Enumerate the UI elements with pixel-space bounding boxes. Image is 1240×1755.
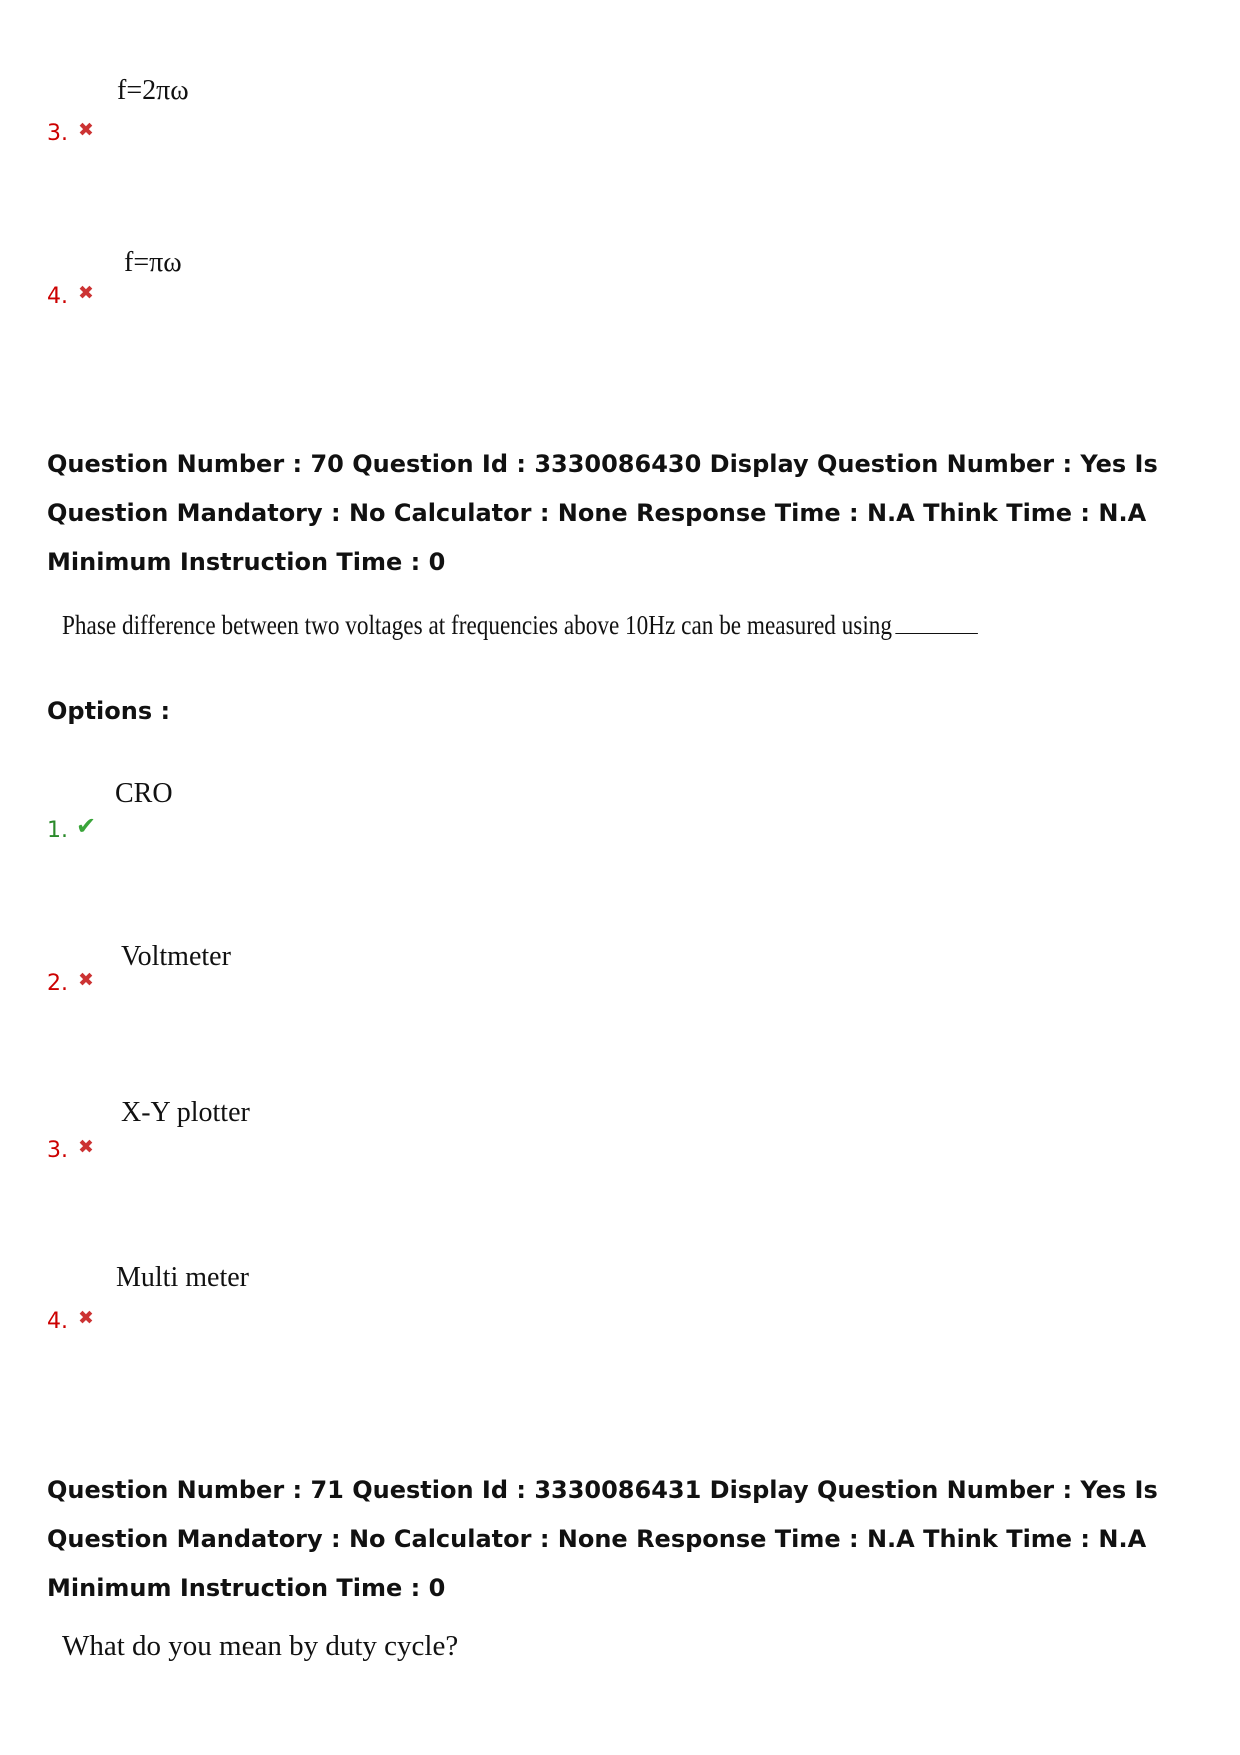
option-text: f=πω bbox=[124, 247, 182, 278]
question-header: Question Number : 70 Question Id : 3330086430 Display Question Number : Yes Is Question Mandatory : No Calculator : None Response Time : N.A Think Time : N.A Minimum Instruction Time : 0 bbox=[47, 450, 1158, 576]
check-icon: ✔ bbox=[76, 812, 97, 840]
option-number: 3. bbox=[47, 1138, 68, 1163]
option-number: 4. bbox=[47, 1309, 68, 1334]
question-text: What do you mean by duty cycle? bbox=[62, 1630, 459, 1662]
answer-blank bbox=[895, 632, 978, 634]
option-number: 3. bbox=[47, 121, 68, 146]
cross-icon: ✖ bbox=[78, 119, 94, 141]
cross-icon: ✖ bbox=[78, 1307, 94, 1329]
question-text bbox=[62, 610, 978, 641]
option-text: Multi meter bbox=[116, 1262, 249, 1293]
option-number: 1. bbox=[47, 818, 68, 843]
cross-icon: ✖ bbox=[78, 282, 94, 304]
option-text: X-Y plotter bbox=[121, 1097, 250, 1128]
option-text: f=2πω bbox=[117, 75, 189, 106]
option-number: 4. bbox=[47, 284, 68, 309]
options-label: Options : bbox=[47, 697, 171, 725]
cross-icon: ✖ bbox=[78, 1136, 94, 1158]
question-text-content: Phase difference between two voltages at frequencies above 10Hz can be measured using bbox=[62, 610, 893, 640]
question-header: Question Number : 71 Question Id : 3330086431 Display Question Number : Yes Is Question Mandatory : No Calculator : None Response Time : N.A Think Time : N.A Minimum Instruction Time : 0 bbox=[47, 1476, 1158, 1602]
option-text: Voltmeter bbox=[121, 941, 231, 972]
option-text: CRO bbox=[115, 778, 173, 809]
option-number: 2. bbox=[47, 971, 68, 996]
cross-icon: ✖ bbox=[78, 969, 94, 991]
